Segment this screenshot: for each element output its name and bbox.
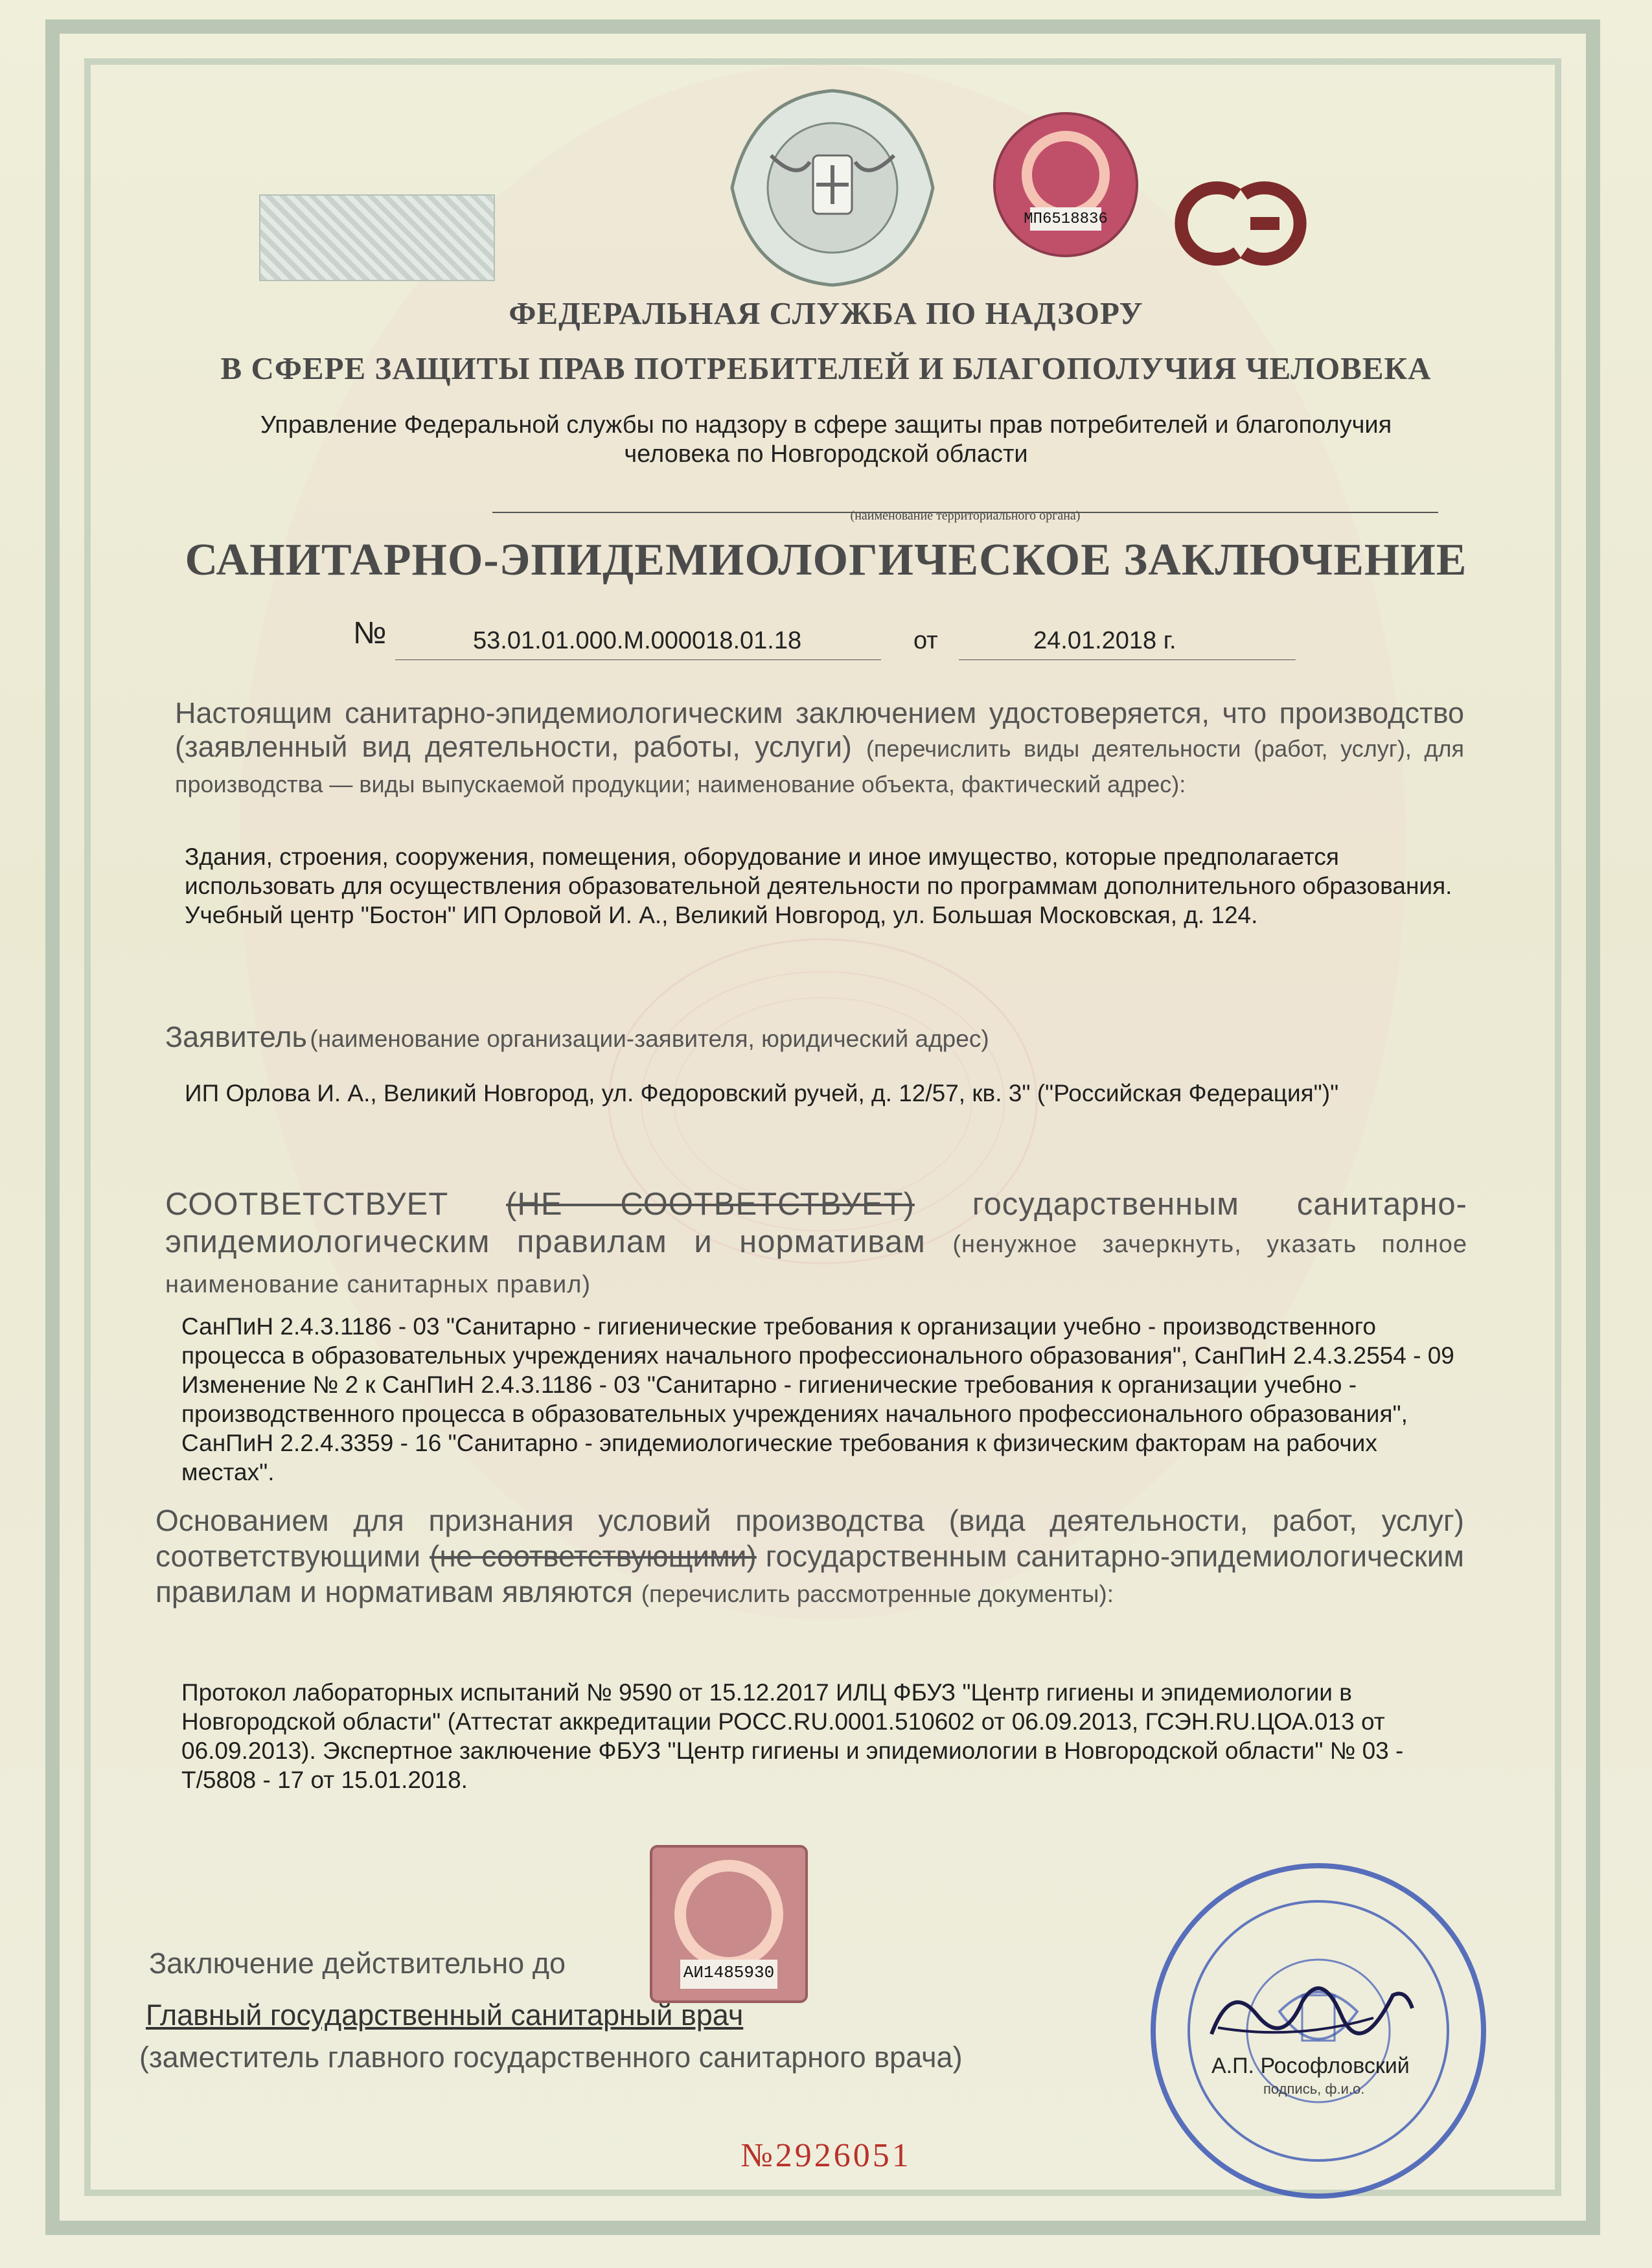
not-conform-word-struck: (НЕ СООТВЕТСТВУЕТ) xyxy=(506,1187,915,1222)
intro-hint: (перечислить виды деятельности (работ, услуг), для производства — виды выпускаемой продукции; наименование объекта, фактический адрес): xyxy=(175,735,1464,797)
intro-main: Настоящим санитарно-эпидемиологическим заключением удостоверяется, что производство (заявленный вид деятельности, работы, услуги) xyxy=(175,696,1464,763)
handwritten-signature xyxy=(1205,1956,1419,2060)
basis-statement xyxy=(155,1503,1464,1612)
conform-rest: государственным санитарно-эпидемиологическим правилам и нормативам xyxy=(165,1187,1468,1259)
basis-part2: государственным санитарно-эпидемиологическим правилам и нормативам являются xyxy=(155,1539,1465,1609)
agency-name-line2: В СФЕРЕ ЗАЩИТЫ ПРАВ ПОТРЕБИТЕЛЕЙ И БЛАГОПОЛУЧИЯ ЧЕЛОВЕКА xyxy=(220,350,1432,386)
conformity-statement xyxy=(165,1186,1467,1303)
basis-part1: Основанием для признания условий производства (вида деятельности, работ, услуг) соответствующими xyxy=(155,1504,1464,1573)
hologram-top-code: МП6518836 xyxy=(1024,211,1108,228)
signature-caption: подпись, ф.и.о. xyxy=(1263,2081,1365,2097)
object-description: Здания, строения, сооружения, помещения, оборудование и иное имущество, которые предполагается использовать для осуществления образовательной деятельности по программам дополнительного образования. Учебный центр "Бостон" ИП Орловой И. А., Великий Новгород, ул. Большая Московская, д. 124. xyxy=(185,843,1452,928)
signer-name: А.П. Рософловский xyxy=(1211,2054,1410,2078)
double-headed-eagle-emblem xyxy=(719,84,946,292)
hologram-strip xyxy=(259,194,495,281)
number-label: № xyxy=(353,616,387,650)
intro-paragraph xyxy=(175,696,1464,801)
territorial-caption: (наименование территориального органа) xyxy=(850,509,1081,523)
applicant-label: Заявитель xyxy=(165,1020,307,1053)
hologram-bottom-code: АИ1485930 xyxy=(683,1963,775,1982)
date-underline xyxy=(959,659,1296,660)
valid-until-label: Заключение действительно до xyxy=(149,1947,566,1980)
conform-hint: (ненужное зачеркнуть, указать полное наименование санитарных правил) xyxy=(165,1231,1467,1298)
basis-hint: (перечислить рассмотренные документы): xyxy=(641,1581,1114,1607)
date-label: от xyxy=(913,627,938,654)
basis-struck: (не соответствующими) xyxy=(430,1539,757,1573)
certificate-number: 53.01.01.000.М.000018.01.18 xyxy=(473,627,802,654)
sanitary-ce-logo xyxy=(1166,175,1315,272)
hologram-seal-top xyxy=(991,110,1140,259)
protocol-text: Протокол лабораторных испытаний № 9590 от 15.12.2017 ИЛЦ ФБУЗ "Центр гигиены и эпидемиологии в Новгородской области" (Аттестат аккредитации РОСС.RU.0001.510602 от 06.09.2013, ГСЭН.RU.ЦОА.013 от 06.09.2013). Экспертное заключение ФБУЗ "Центр гигиены и эпидемиологии в Новгородской области" № 03 - Т/5808 - 17 от 15.01.2018. xyxy=(181,1679,1404,1793)
territorial-body-line2: человека по Новгородской области xyxy=(624,441,1028,468)
number-underline xyxy=(395,659,881,660)
territorial-body-line1: Управление Федеральной службы по надзору в сфере защиты прав потребителей и благополучия xyxy=(260,411,1392,439)
chief-doctor-title: Главный государственный санитарный врач xyxy=(146,1999,744,2032)
serial-number: №2926051 xyxy=(740,2137,912,2174)
agency-name-line1: ФЕДЕРАЛЬНАЯ СЛУЖБА ПО НАДЗОРУ xyxy=(509,295,1143,331)
applicant-heading xyxy=(165,1020,1428,1054)
certificate-date: 24.01.2018 г. xyxy=(1033,627,1176,654)
applicant-hint: (наименование организации-заявителя, юридический адрес) xyxy=(310,1025,989,1052)
sanitary-rules-text: СанПиН 2.4.3.1186 - 03 "Санитарно - гигиенические требования к организации учебно - производственного процесса в образовательных учреждениях начального профессионального образования", СанПиН 2.4.3.2554 - 09 Изменение № 2 к СанПиН 2.4.3.1186 - 03 "Санитарно - гигиенические требования к организации учебно - производственного процесса в образовательных учреждениях начального профессионального образования", СанПиН 2.2.4.3359 - 16 "Санитарно - эпидемиологические требования к физическим факторам на рабочих местах". xyxy=(181,1313,1454,1485)
document-title: САНИТАРНО-ЭПИДЕМИОЛОГИЧЕСКОЕ ЗАКЛЮЧЕНИЕ xyxy=(185,535,1467,585)
deputy-title: (заместитель главного государственного санитарного врача) xyxy=(139,2041,963,2074)
conform-word: СООТВЕТСТВУЕТ xyxy=(165,1187,449,1222)
applicant-text: ИП Орлова И. А., Великий Новгород, ул. Федоровский ручей, д. 12/57, кв. 3" ("Российская Федерация")" xyxy=(185,1080,1339,1106)
